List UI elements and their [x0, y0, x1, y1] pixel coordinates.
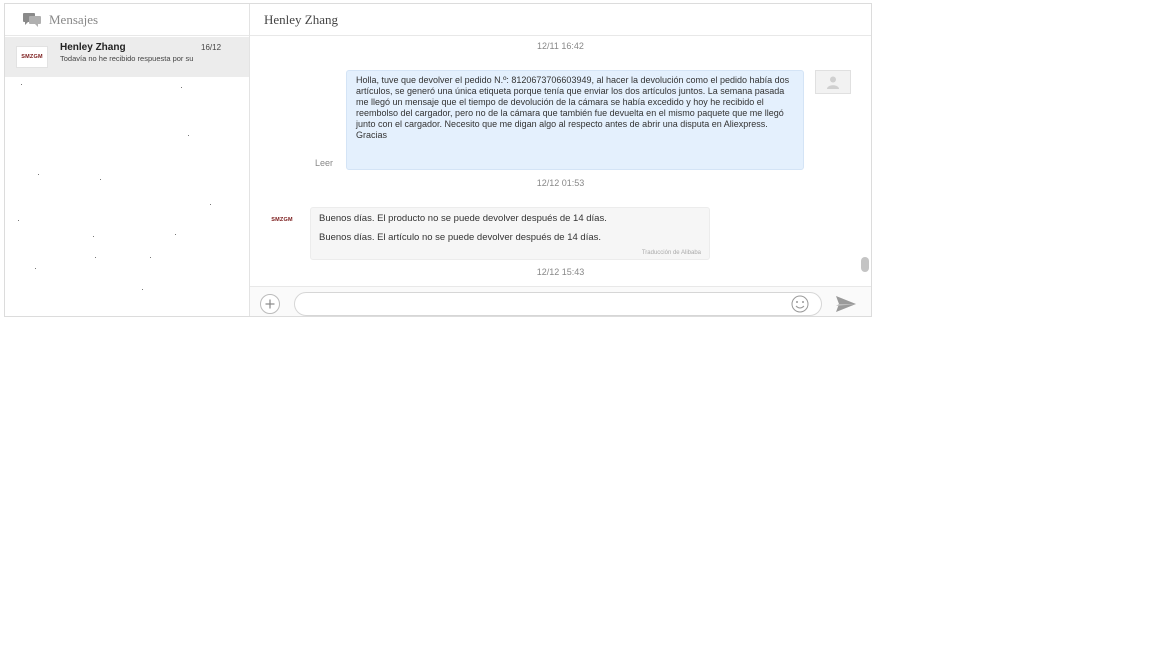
incoming-translated-text: Buenos días. El artículo no se puede devolver después de 14 días. — [319, 232, 602, 243]
conversation-sidebar — [5, 4, 250, 316]
message-timestamp: 12/12 01:53 — [536, 178, 585, 188]
message-input[interactable] — [294, 292, 822, 316]
outgoing-message: Holla, tuve que devolver el pedido N.º: 8120673706603949, al hacer la devolución como el pedido había dos artículos, se generó una única etiqueta porque tenía que enviar los dos artículos juntos. La semana pasada me llegó un mensaje que el tiempo de devolución de la cámara se había excedido y hoy he recibido el reembolso del cargador, pero no de la cámara que también fue devuelta en el mismo paquete que me llegó junto con el cargador. Necesito que me digan algo al respecto antes de abrir una disputa en Aliexpress. Gracias — [346, 70, 804, 170]
sidebar-title: Mensajes — [49, 11, 99, 27]
send-icon[interactable] — [836, 296, 856, 312]
conversation-name: Henley Zhang — [60, 42, 126, 53]
peer-avatar — [265, 213, 299, 227]
conversation-preview: Todavía no he recibido respuesta por su — [60, 54, 194, 63]
conversation-date: 16/12 — [201, 43, 222, 52]
sidebar-header — [5, 4, 249, 36]
messenger-window — [4, 3, 872, 317]
read-status: Leer — [315, 158, 334, 168]
message-timestamp: 12/12 15:43 — [536, 267, 585, 277]
conversation-avatar — [16, 46, 48, 68]
chat-bubbles-icon — [23, 13, 41, 27]
incoming-message — [310, 207, 710, 260]
shop-logo: SMZGM — [271, 217, 293, 223]
plus-icon — [265, 299, 275, 309]
chat-header — [250, 4, 871, 36]
translation-note: Traducción de Alibaba — [641, 250, 701, 256]
conversation-item[interactable] — [5, 37, 249, 77]
scrollbar-thumb[interactable] — [861, 257, 869, 272]
chat-title: Henley Zhang — [264, 11, 339, 27]
message-composer — [250, 286, 871, 317]
emoji-icon[interactable] — [791, 295, 809, 313]
user-avatar — [815, 70, 851, 94]
add-attachment-button[interactable] — [260, 294, 280, 314]
incoming-original-text: Buenos días. El producto no se puede devolver después de 14 días. — [319, 213, 607, 224]
message-timestamp: 12/11 16:42 — [537, 41, 584, 51]
chat-panel — [250, 4, 871, 316]
user-silhouette-icon — [826, 75, 840, 89]
shop-logo: SMZGM — [21, 54, 43, 60]
